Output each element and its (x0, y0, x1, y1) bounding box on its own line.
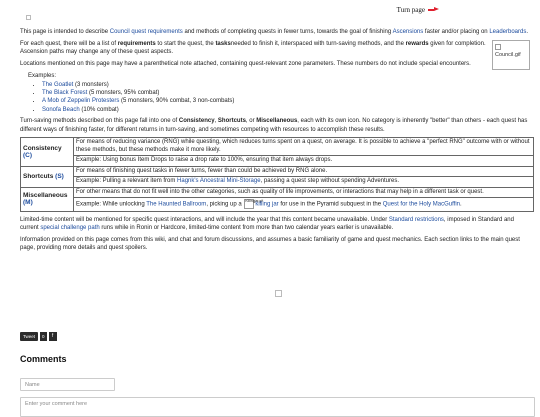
example-note: (3 monsters) (73, 81, 109, 88)
link-killing-jar[interactable]: killing jar (255, 202, 279, 209)
intro-paragraph-3: Locations mentioned on this page may have a parenthetical note attached, containing quest-relevant zone parameters. These numbers do not include special encounters. (20, 61, 471, 68)
council-image[interactable] (492, 40, 530, 70)
example-link[interactable]: The Goatlet (42, 81, 74, 88)
method-example: Example: Using bonus Item Drops to raise a drop rate to 100%, ensuring that item always drops. (74, 156, 534, 167)
text: faster and/or placing on (423, 29, 490, 35)
comment-textarea[interactable]: Enter your comment here (20, 397, 535, 417)
table-row (21, 166, 534, 177)
example-note: (5 monsters, 95% combat) (87, 89, 160, 96)
example-link[interactable]: The Black Forest (42, 89, 88, 96)
facebook-icon[interactable]: f (49, 332, 57, 341)
text: , passing a quest step without spending Adventures. (260, 178, 400, 185)
turn-page-nav[interactable] (397, 6, 438, 14)
method-name: Consistency (23, 144, 62, 152)
bold-consistency: Consistency (178, 118, 215, 125)
broken-image-icon (26, 15, 31, 20)
method-desc: For means of reducing variance (RNG) while questing, which reduces turns spent on a quest, on average. It is possible to achieve a "perfect RNG" outcome with or without these methods, but these methods make it more likely. (74, 138, 534, 156)
method-desc: For other means that do not fit well into the other categories, such as quality of life improvements, or interactions that may help in a different task or quest. (74, 187, 534, 198)
link-standard-restrictions[interactable]: Standard restrictions (388, 216, 444, 223)
name-input[interactable]: Name (20, 378, 115, 391)
method-icon-label[interactable]: (C) (23, 152, 33, 160)
bold-rewards: rewards (405, 40, 429, 47)
bold-tasks: tasks (215, 40, 231, 47)
share-bar (20, 332, 57, 341)
article-body (20, 28, 534, 256)
info-paragraph: Information provided on this page comes from this wiki, and chat and forum discussions, and assumes a basic familiarity of game and quest mechanics. Each section links to the main quest page, providing more details and quest spoilers. (20, 236, 520, 252)
text: Turn-saving methods described on this page fall into one of (20, 118, 179, 125)
method-example (74, 177, 534, 188)
method-icon-label[interactable]: (M) (23, 199, 33, 207)
method-name-miscellaneous (21, 187, 74, 211)
table-row (21, 177, 534, 188)
link-council-requirements[interactable]: Council quest requirements (109, 29, 183, 35)
intro-paragraph-1 (20, 28, 534, 36)
list-item (42, 81, 534, 89)
link-special-challenge-path[interactable]: special challenge path (40, 224, 100, 231)
method-example (74, 198, 534, 211)
list-item (42, 97, 534, 105)
link-hagnks[interactable]: Hagnk's Ancestral Mini-Storage (177, 178, 261, 185)
bold-shortcuts: Shortcuts (217, 118, 246, 125)
example-link[interactable]: A Mob of Zeppelin Protesters (42, 98, 120, 105)
placeholder-image-icon (275, 290, 282, 297)
text: , or (245, 118, 257, 125)
method-icon-label[interactable]: (S) (55, 173, 64, 181)
image-alt-text: Council.gif (495, 52, 521, 59)
text: This page is intended to describe (20, 29, 110, 35)
method-name-shortcuts (21, 166, 74, 187)
method-name-consistency (21, 138, 74, 167)
tweet-count: 0 (42, 334, 45, 339)
method-name: Shortcuts (23, 173, 54, 181)
comments-heading: Comments (20, 354, 67, 364)
examples-list (20, 81, 534, 115)
text: to start the quest, the (155, 40, 216, 47)
text: Limited-time content will be mentioned for specific quest interactions, and will include the year that this content became unavailable. Under (20, 216, 389, 223)
text: For each quest, there will be a list of (20, 40, 118, 47)
methods-intro-paragraph (20, 117, 534, 134)
bold-requirements: requirements (117, 40, 156, 47)
bold-miscellaneous: Miscellaneous (256, 118, 298, 125)
limited-time-paragraph (20, 216, 534, 233)
text: needed to finish it, interspaced with turn-saving methods, and the (230, 40, 406, 47)
text: , (214, 118, 218, 125)
killing-jar-image[interactable]: Killingjar.gif (244, 199, 254, 209)
example-note: (5 monsters, 90% combat, 3 non-combats) (119, 98, 235, 105)
text: . (460, 202, 462, 209)
broken-image-icon (495, 44, 501, 50)
method-desc: For means of finishing quest tasks in fewer turns, fewer than could be achieved by RNG alone. (74, 166, 534, 177)
method-name: Miscellaneous (23, 191, 68, 199)
link-leaderboards[interactable]: Leaderboards (489, 29, 527, 35)
text: Example: Pulling a relevant item from (76, 178, 178, 185)
right-arrow-icon[interactable] (428, 7, 438, 12)
table-row (21, 187, 534, 198)
link-ascensions[interactable]: Ascensions (392, 29, 424, 35)
text: for use in the Pyramid subquest in the (278, 202, 383, 209)
list-item (42, 89, 534, 97)
methods-table (20, 137, 534, 211)
text: , imposed in Standard and current (20, 216, 514, 231)
text: Example: While unlocking (76, 202, 147, 209)
example-link[interactable]: Sonofa Beach (42, 106, 80, 113)
intro-paragraph-2 (20, 40, 490, 57)
link-haunted-ballroom[interactable]: The Haunted Ballroom (146, 202, 207, 209)
list-item (42, 106, 534, 114)
turn-page-label[interactable]: Turn page (396, 6, 425, 14)
text: , picking up a (206, 202, 244, 209)
tweet-button[interactable]: Tweet (20, 332, 38, 341)
text: runs while in Ronin or Hardcore, limited-time content from more than two calendar years earlier is unavailable. (99, 224, 394, 231)
text: . (526, 29, 529, 35)
text: given for completion. Ascension paths may change any of these quest aspects. (20, 40, 486, 56)
table-row (21, 156, 534, 167)
text: and methods of completing quests in fewer turns, towards the goal of finishing (182, 29, 393, 35)
table-row (21, 198, 534, 211)
table-row (21, 138, 534, 156)
text: , each with its own icon. No category is inherently "better" than others - each quest has different ways of finishing faster, for different returns in turn-saving, and sometimes competing with resources to accomplish these results. (20, 118, 528, 133)
example-note: (10% combat) (79, 106, 119, 113)
examples-title: Examples: (28, 73, 57, 80)
link-holy-macguffin[interactable]: Quest for the Holy MacGuffin (382, 202, 461, 209)
